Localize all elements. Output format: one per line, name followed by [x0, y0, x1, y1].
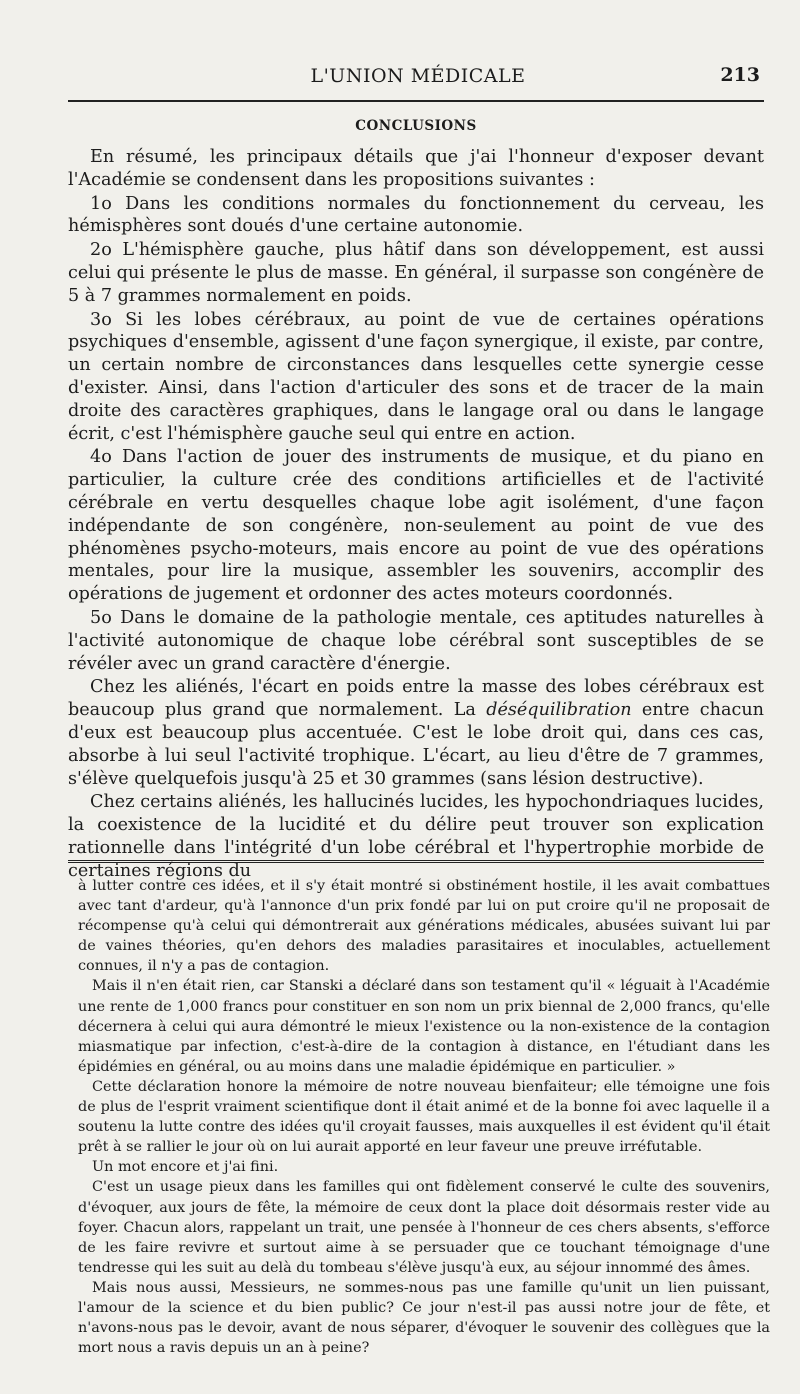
feuilleton-paragraph-1: à lutter contre ces idées, et il s'y était montré si obstinément hostile, il les avait combattues avec tant d'ardeur, qu'à l'annonce d'un prix fondé par lui on put croire qu'il ne proposait de récompense qu'à celui qui démontrerait aux générations médicales, abusées suivant lui par de vaines théories, qu'en dehors des maladies parasitaires et inoculables, actuellement connues, il n'y a pas de contagion. — [78, 878, 770, 975]
paragraph-2: 2o L'hémisphère gauche, plus hâtif dans son développement, est aussi celui qui présente le plus de masse. En général, il surpasse son congénère de 5 à 7 grammes normalement en poids. — [68, 240, 764, 306]
paragraph-4: 4o Dans l'action de jouer des instruments de musique, et du piano en particulier, la culture crée des conditions artificielles et de l'activité cérébrale en vertu desquelles chaque lobe agit isolément, d'une façon indépendante de son congénère, non-seulement au point de vue des phénomènes psycho-moteurs, mais encore au point de vue des opérations mentales, pour lire la musique, assembler les souvenirs, accomplir des opérations de jugement et ordonner des actes moteurs coordonnés. — [68, 447, 764, 605]
feuilleton-paragraph-3: Cette déclaration honore la mémoire de notre nouveau bienfaiteur; elle témoigne une fois de plus de l'esprit vraiment scientifique dont il était animé et de la bonne foi avec laquelle il a soutenu la lutte contre des idées qu'il croyait fausses, mais auxquelles il est évident qu'il était prêt à se rallier le jour où on lui aurait apporté en leur faveur une preuve irréfutable. — [78, 1078, 770, 1156]
page-number: 213 — [720, 64, 760, 86]
feuilleton-paragraph-6: Mais nous aussi, Messieurs, ne sommes-nous pas une famille qu'unit un lien puissant, l'amour de la science et du bien public? Ce jour n'est-il pas aussi notre jour de fête, et n'avons-nous pas le devoir, avant de nous séparer, d'évoquer le souvenir des collègues que la mort nous a ravis depuis un an à peine? — [78, 1279, 770, 1357]
header-rule — [68, 100, 764, 102]
paragraph-6 — [68, 676, 764, 790]
page-header — [68, 62, 768, 90]
paragraph-1: 1o Dans les conditions normales du fonctionnement du cerveau, les hémisphères sont doués d'une certaine autonomie. — [68, 193, 764, 237]
main-text — [68, 146, 764, 883]
feuilleton-paragraph-4: Un mot encore et j'ai fini. — [92, 1159, 279, 1176]
paragraph-3: 3o Si les lobes cérébraux, au point de vue de certaines opérations psychiques d'ensemble, agissent d'une façon synergique, il existe, par contre, un certain nombre de circonstances dans lesquelles cette synergie cesse d'exister. Ainsi, dans l'action d'articuler des sons et de tracer de la main droite des caractères graphiques, dans le langage oral ou dans le langage écrit, c'est l'hémisphère gauche seul qui entre en action. — [68, 309, 764, 444]
emphasis-term: déséquilibration — [486, 700, 632, 721]
feuilleton-text — [78, 876, 770, 1358]
running-head: L'UNION MÉDICALE — [310, 65, 526, 87]
paragraph-5: 5o Dans le domaine de la pathologie mentale, ces aptitudes naturelles à l'activité autonomique de chaque lobe cérébral sont susceptibles de se révéler avec un grand caractère d'énergie. — [68, 607, 764, 674]
feuilleton-paragraph-2: Mais il n'en était rien, car Stanski a déclaré dans son testament qu'il « léguait à l'Académie une rente de 1,000 francs pour constituer en son nom un prix biennal de 2,000 francs, qu'elle décernera à celui qui aura démontré le mieux l'existence ou la non-existence de la contagion miasmatique par infection, c'est-à-dire de la contagion à distance, en l'étudiant dans les épidémies en général, ou au moins dans une maladie épidémique en particulier. » — [78, 978, 770, 1075]
paragraph-6-end: entre chacun d'eux est beaucoup plus accentuée. C'est le lobe droit qui, dans ces cas, absorbe à lui seul l'activité trophique. L'écart, au lieu d'être de 7 grammes, s'élève quelquefois jusqu'à 25 et 30 grammes (sans lésion destructive). — [68, 700, 764, 789]
paragraph-6-start: Chez les aliénés, l'écart en poids entre la masse des lobes cérébraux est beaucoup plus grand que normalement. La — [68, 677, 764, 721]
section-title: CONCLUSIONS — [355, 118, 477, 134]
feuilleton-rule — [68, 860, 764, 863]
paragraph-7: Chez certains aliénés, les hallucinés lucides, les hypochondriaques lucides, la coexistence de la lucidité et du délire peut trouver son explication rationnelle dans l'intégrité d'un lobe cérébral et l'hypertrophie morbide de certaines régions du — [68, 792, 764, 881]
paragraph-intro: En résumé, les principaux détails que j'ai l'honneur d'exposer devant l'Académie se condensent dans les propositions suivantes : — [68, 147, 764, 190]
feuilleton-paragraph-5: C'est un usage pieux dans les familles qui ont fidèlement conservé le culte des souvenirs, d'évoquer, aux jours de fête, la mémoire de ceux dont la place doit désormais rester vide au foyer. Chacun alors, rappelant un trait, une pensée à l'honneur de ces chers absents, s'efforce de les faire revivre et surtout aime à se persuader que ce touchant témoignage d'une tendresse qui les suit au delà du tombeau s'élève jusqu'à eux, au séjour innommé des âmes. — [78, 1179, 770, 1276]
